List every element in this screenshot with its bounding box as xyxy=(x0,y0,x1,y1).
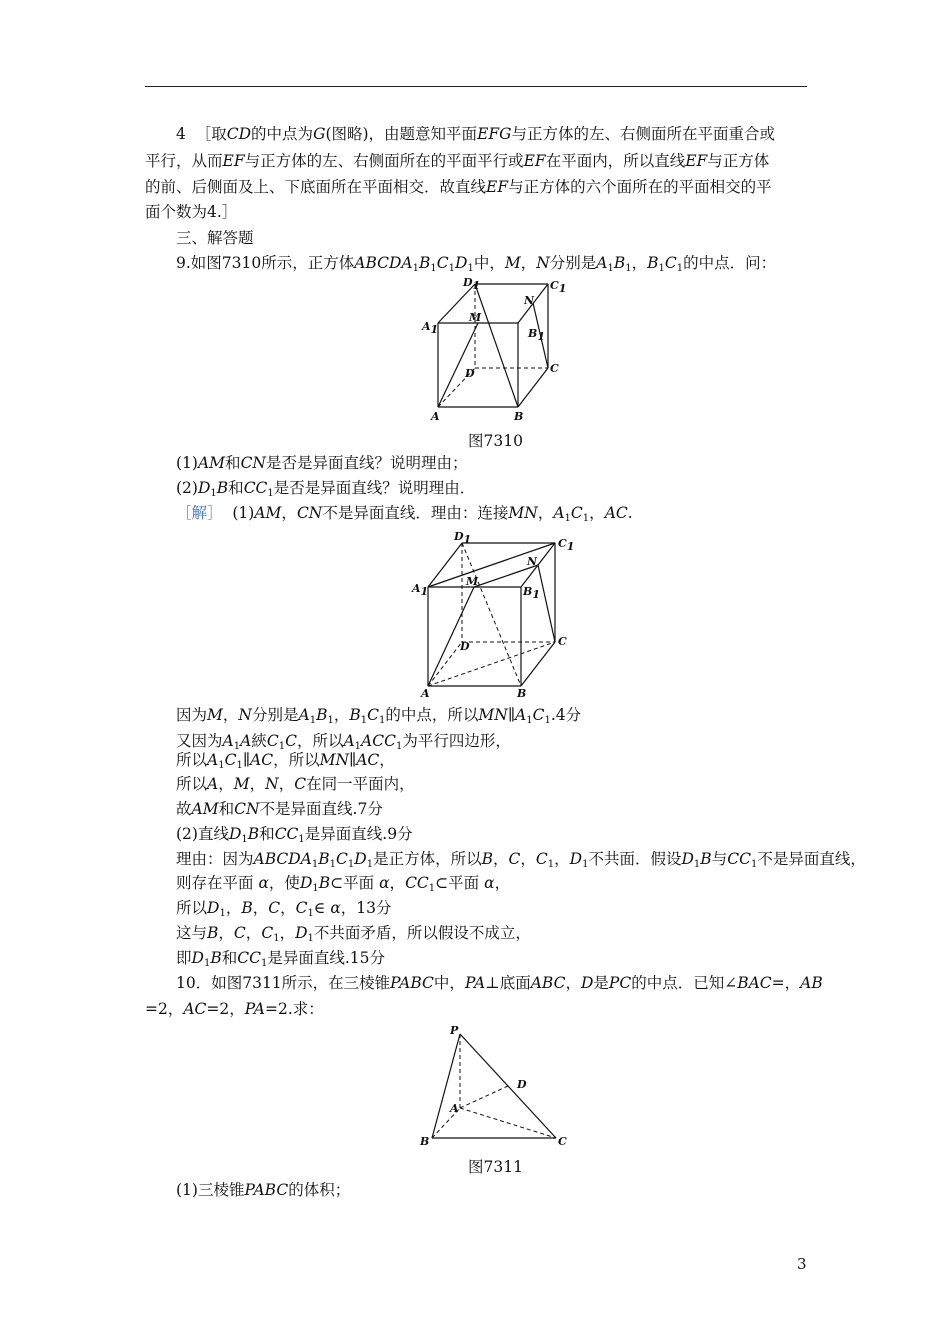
label-d1: D1 xyxy=(454,530,472,546)
segment-d1b xyxy=(475,284,518,407)
label-b1: B1 xyxy=(523,585,540,601)
label-c1: C1 xyxy=(558,537,575,553)
question-9-part-1: (1)AM和CN是否是异面直线？说明理由； xyxy=(176,454,468,472)
label-a: A xyxy=(421,687,430,700)
edge-a1d1 xyxy=(428,543,462,587)
label-c: C xyxy=(558,635,567,648)
label-a1: A1 xyxy=(412,582,429,598)
solution-line-4: 所以$A_1C_1\parallel AC$，所以MN∥AC， xyxy=(176,751,395,771)
question-9-part-2: $(2)D_1B$和$CC_1$是否是异面直线？说明理由． xyxy=(176,479,476,499)
solution-line-1: ［解］ (1)AM，CN不是异面直线．理由：连接MN，$A_1C_1$，AC. xyxy=(176,504,633,524)
label-a: A xyxy=(450,1102,459,1115)
segment-am xyxy=(438,323,478,407)
label-c1: C1 xyxy=(550,279,567,295)
label-c: C xyxy=(550,362,559,375)
solution-line-10: 所以$D_1$，B，C，$C_1\in$ α，13分 xyxy=(176,899,392,919)
figure-caption-7310: 图7310 xyxy=(468,432,523,450)
solution-line-6: 故AM和CN不是异面直线.7分 xyxy=(176,800,383,818)
solution-line-5: 所以A，M，N，C在同一平面内， xyxy=(176,775,415,793)
solution-line-2: 因为M，N分别是$A_1B_1$，$B_1C_1$的中点，所以$MN\parallel A_1C_1.4$分 xyxy=(176,706,582,726)
solution-line-7: (2)直线$D_1B$和$CC_1$是异面直线.9分 xyxy=(176,825,413,845)
pyramid-figure-7311 xyxy=(416,1020,576,1150)
label-m: M xyxy=(466,575,479,588)
question-10-line-2: =2，AC=2，PA=2.求： xyxy=(145,1000,324,1018)
label-a: A xyxy=(431,410,440,423)
question-9: 9.如图7310所示，正方体$ABCDA_1B_1C_1D_1$中，M，N分别是$A_1B_1$，$B_1C_1$的中点．问： xyxy=(176,254,777,274)
solution-line-11: 这与B，C，$C_1$，$D_1$不共面矛盾，所以假设不成立， xyxy=(176,924,531,944)
edge-bc xyxy=(521,642,555,686)
label-c: C xyxy=(558,1135,567,1148)
edge-pb xyxy=(432,1034,460,1138)
cube-figure-solution xyxy=(410,525,580,700)
label-p: P xyxy=(450,1024,459,1037)
label-d: D xyxy=(460,640,470,653)
solution-tag: ［解］ xyxy=(176,504,223,522)
label-n: N xyxy=(527,555,538,568)
header-rule xyxy=(145,86,807,87)
label-b: B xyxy=(514,410,524,423)
page-number: 3 xyxy=(797,1255,807,1273)
edge-bc xyxy=(518,368,548,407)
section-heading: 三、解答题 xyxy=(176,229,254,247)
label-d: D xyxy=(517,1078,527,1091)
answer-line-2: 平行，从而EF与正方体的左、右侧面所在的平面平行或EF在平面内，所以直线EF与正方体 xyxy=(145,152,770,170)
label-m: M xyxy=(469,311,482,324)
label-d1: D1 xyxy=(463,276,481,292)
solution-line-3: 又因为$A_1A$綊$C_1C$，所以$A_1ACC_1$为平行四边形， xyxy=(176,732,511,752)
question-10-line-1: 10．如图7311所示，在三棱锥PABC中，PA⊥底面ABC，D是PC的中点．已知∠BAC=，AB xyxy=(176,974,823,992)
figure-caption-7311: 图7311 xyxy=(468,1158,523,1176)
solution-line-12: 即$D_1B$和$CC_1$是异面直线.15分 xyxy=(176,949,385,969)
label-b1: B1 xyxy=(528,327,545,343)
segment-am xyxy=(428,587,474,686)
segment-nc xyxy=(538,565,555,642)
solution-line-8: 理由：因为$ABCDA_1B_1C_1D_1$是正方体，所以B，C，$C_1$，$D_1$不共面．假设$D_1B$与$CC_1$不是异面直线， xyxy=(176,850,866,870)
question-10-part-1: (1)三棱锥PABC的体积； xyxy=(176,1181,351,1199)
label-b: B xyxy=(517,687,527,700)
answer-line-1: 4 ［取CD的中点为G(图略)，由题意知平面EFG与正方体的左、右侧面所在平面重合或 xyxy=(176,125,776,143)
label-b: B xyxy=(420,1135,430,1148)
segment-ad xyxy=(460,1086,508,1108)
segment-ac xyxy=(428,642,555,686)
answer-line-3: 的前、后侧面及上、下底面所在平面相交．故直线EF与正方体的六个面所在的平面相交的平 xyxy=(145,178,772,196)
label-n: N xyxy=(524,294,535,307)
label-a1: A1 xyxy=(422,320,439,336)
cube-figure-7310 xyxy=(420,275,570,425)
solution-line-9: 则存在平面 α，使$D_1B\subset$平面 α，$CC_1\subset$平面 α， xyxy=(176,874,511,894)
label-d: D xyxy=(465,367,475,380)
answer-line-4: 面个数为4.］ xyxy=(145,203,238,221)
